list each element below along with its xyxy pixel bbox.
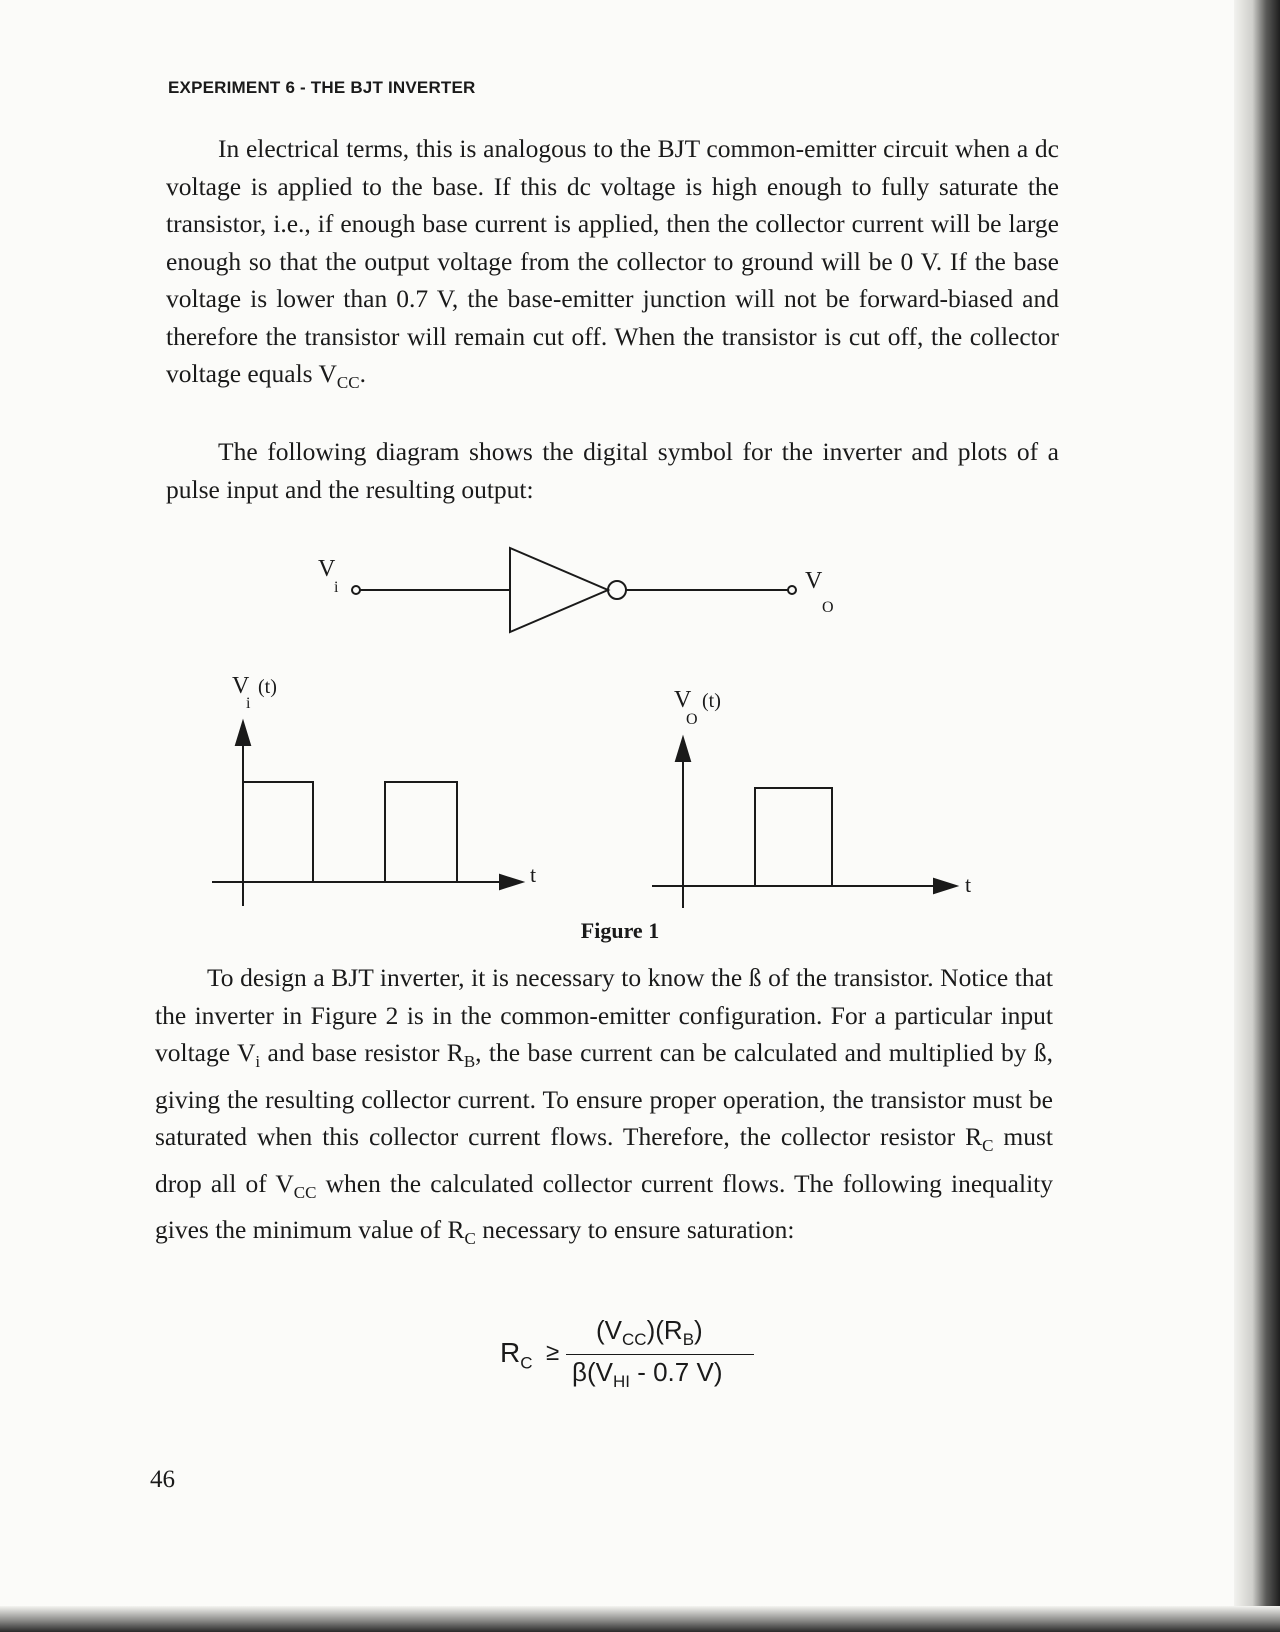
subscript: C [464,1229,476,1249]
output-plot-subscript: O [686,711,698,728]
page-number: 46 [150,1466,175,1493]
equation-lhs: $R_C$ [500,1337,533,1373]
output-time-arrow [934,879,956,893]
inverter-input-label: V [318,556,336,582]
scanned-page-bottom-edge [0,1606,1280,1632]
inverter-input-subscript: i [334,579,339,596]
input-pulse-2 [385,782,457,882]
output-plot-label: V [674,687,692,713]
buffer-triangle [510,548,608,632]
input-pulse-1 [243,782,313,882]
saturation-inequality [500,1315,760,1395]
input-terminal [352,586,360,594]
paragraph-design-inverter: To design a BJT inverter, it is necessary to know the ß of the transistor. Notice that the inverter in Figure 2 is in the common-emitter configuration. For a particular input voltage $V_i$ and base resistor $R_B$, the base current can be calculated and multiplied by ß, giving the resulting collector current. To ensure proper operation, the transistor must be saturated when this collector current flows. Therefore, the collector resistor $R_C$ must drop all of $V_{CC}$ when the calculated collector current flows. The following inequality gives the minimum value of $R_C$ necessary to ensure saturation: [155,963,1053,1249]
input-plot-subscript: i [246,695,251,712]
inverter-symbol [352,548,796,632]
input-plot-label: V [232,673,250,699]
output-pulse-plot [652,738,956,908]
output-plot-argument: (t) [702,690,721,712]
equation-relation: ≥ [546,1339,560,1366]
running-head: EXPERIMENT 6 - THE BJT INVERTER [168,78,476,97]
input-y-arrow [236,722,250,745]
output-pulse [755,788,832,886]
input-pulse-plot [212,722,522,906]
equation-denominator: $\beta(V_{HI} - 0.7$ V) [572,1357,723,1392]
figure-caption: Figure 1 [580,918,660,943]
output-y-arrow [676,738,690,761]
output-terminal [788,586,796,594]
fraction-bar [566,1354,754,1355]
subscript: CC [293,1182,317,1202]
output-time-label: t [965,872,972,897]
subscript: C [982,1136,994,1156]
subscript: CC [336,373,360,393]
input-time-arrow [500,875,522,889]
inverter-output-label: V [805,568,823,594]
input-plot-argument: (t) [258,676,277,698]
equation-numerator: $(V_{CC})(R_B)$ [596,1315,703,1350]
paragraph-diagram-intro: The following diagram shows the digital symbol for the inverter and plots of a pulse input and the resulting output: [166,437,1059,504]
subscript: B [463,1052,476,1072]
subscript: i [255,1052,261,1072]
input-time-label: t [530,862,537,887]
paragraph-electrical-terms: In electrical terms, this is analogous to the BJT common-emitter circuit when a dc voltage is applied to the base. If this dc voltage is high enough to fully saturate the transistor, i.e., if enough base current is applied, then the collector current will be large enough so that the output voltage from the collector to ground will be 0 V. If the base voltage is lower than 0.7 V, the base-emitter junction will not be forward-biased and therefore the transistor will remain cut off. When the transistor is cut off, the collector voltage equals $V_{CC}$. [166,134,1059,393]
inverter-output-subscript: O [822,599,834,616]
inversion-bubble [608,581,626,599]
